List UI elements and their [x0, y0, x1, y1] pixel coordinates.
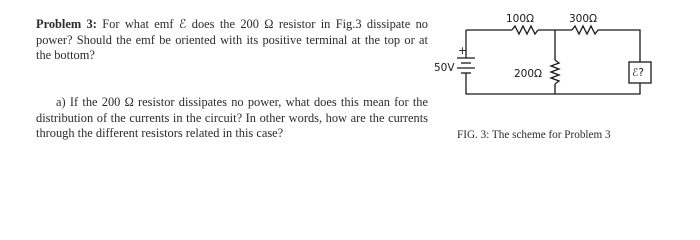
label-r-right: 300Ω	[569, 13, 598, 25]
resistor-100-zigzag	[512, 26, 538, 34]
problem-label: Problem 3:	[36, 17, 97, 31]
label-battery: 50V	[434, 62, 455, 74]
subquestion-a	[36, 95, 428, 142]
top-wire-right	[598, 30, 640, 62]
resistor-200-zigzag	[551, 60, 559, 84]
label-unknown-emf: ℰ?	[632, 67, 644, 79]
label-r-middle: 200Ω	[514, 68, 543, 80]
problem-text: For what emf ℰ does the 200 Ω resistor in Fig.3 dissipate no power? Should the emf be oriented with its positive terminal at the top or at the bottom?	[36, 17, 428, 62]
figure-caption: FIG. 3: The scheme for Problem 3	[457, 129, 611, 141]
circuit-diagram	[426, 4, 676, 104]
bottom-wire	[466, 73, 640, 94]
subquestion-text: a) If the 200 Ω resistor dissipates no power, what does this mean for the distribution of the currents in the circuit? In other words, how are the currents through the different resistors related in this case?	[36, 95, 428, 140]
problem-statement	[36, 17, 428, 64]
resistor-300-zigzag	[572, 26, 598, 34]
label-plus: +	[458, 45, 467, 57]
label-r-left: 100Ω	[506, 13, 535, 25]
